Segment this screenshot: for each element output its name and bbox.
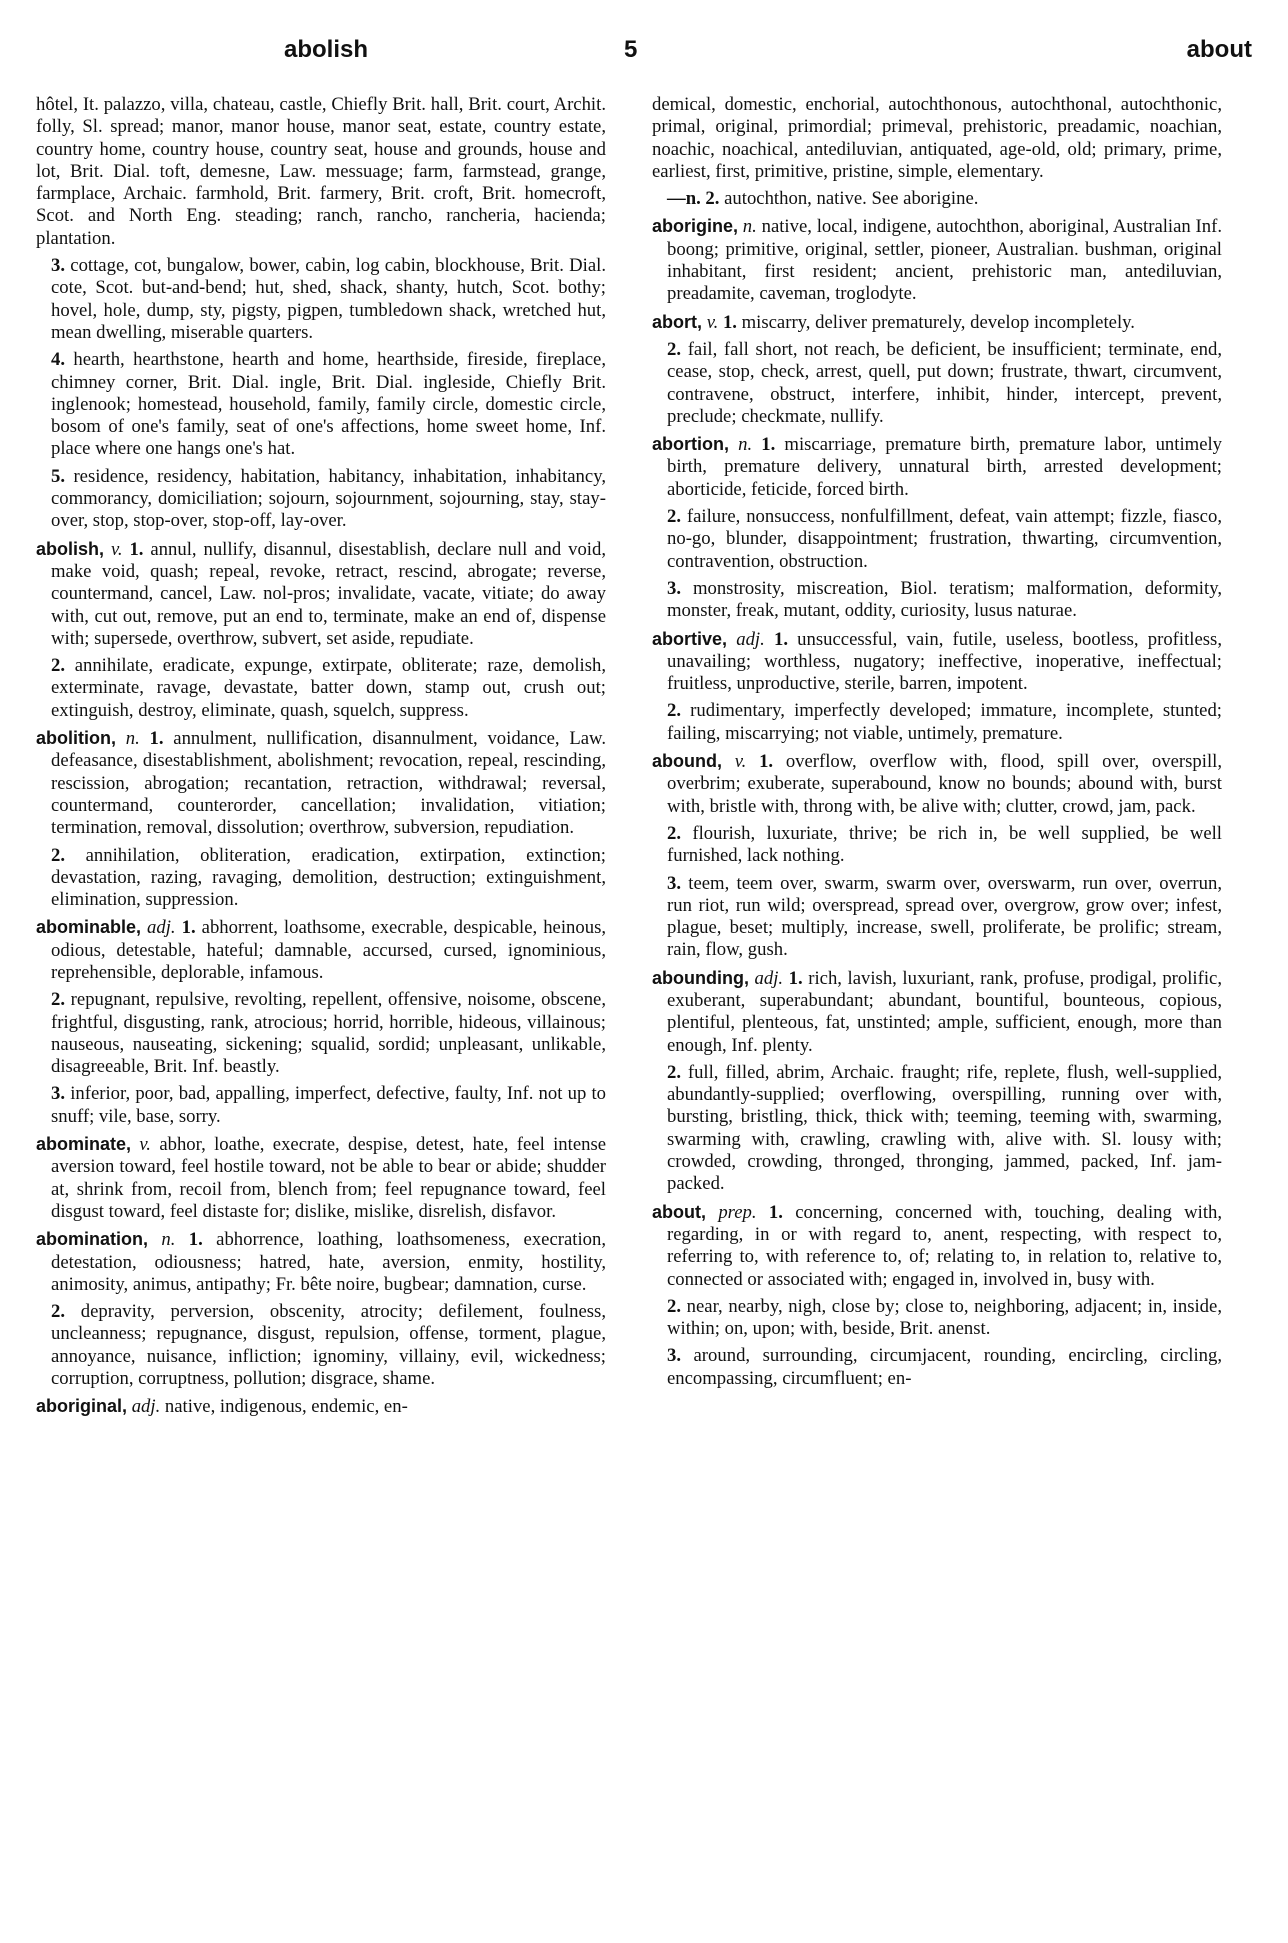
headword: abound,	[652, 751, 722, 772]
synonym-list: overflow, overflow with, flood, spill over, overspill, overbrim; exuberate, superabound, know no bounds; abound with, burst with, bristle with, throng with, be alive with; clutter, crowd, jam, pack.	[667, 751, 1222, 817]
entry-headword-block	[652, 628, 1222, 696]
entry-headword-block	[652, 215, 1222, 305]
synonym-list: failure, nonsuccess, nonfulfillment, defeat, vain attempt; fizzle, fiasco, no-go, blunder, disappointment; frustration, thwarting, circumvention, contravention, obstruction.	[667, 506, 1222, 572]
entry-sense	[652, 578, 1222, 623]
entry-headword-block	[36, 538, 606, 650]
headword: abounding,	[652, 967, 749, 988]
part-of-speech: v.	[139, 1134, 151, 1156]
sense-number: 1.	[759, 751, 774, 773]
synonym-list: hearth, hearthstone, hearth and home, hearthside, fireside, fireplace, chimney corner, Brit. Dial. ingle, Brit. Dial. ingleside, Chiefly Brit. inglenook; homestead, household, family, family circle, domestic circle, bosom of one's family, seat of one's affections, home sweet home, Inf. place where one hangs one's hat.	[51, 349, 606, 460]
part-of-speech: v.	[706, 311, 719, 333]
sense-number: 1.	[181, 917, 196, 939]
sense-number: 1.	[761, 434, 776, 456]
entry-sense	[652, 700, 1222, 745]
sense-number: 3.	[51, 1083, 66, 1105]
synonym-list: annihilation, obliteration, eradication, extirpation, extinction; devastation, razing, ravaging, demolition, destruction; extinguishment, elimination, suppression.	[51, 844, 607, 911]
synonym-list: abhor, loathe, execrate, despise, detest, hate, feel intense aversion toward, feel hostile toward, not be able to bear or abide; shudder at, shrink from, recoil from, blench from; feel repugnance toward, feel disgust toward, feel distaste for; dislike, mislike, disrelish, disfavor.	[51, 1134, 607, 1222]
sense-number: 3.	[51, 255, 66, 277]
sense-number: 2.	[667, 700, 682, 722]
part-of-speech: adj.	[736, 628, 765, 650]
synonym-list: near, nearby, nigh, close by; close to, neighboring, adjacent; in, inside, within; on, upon; with, beside, Brit. anenst.	[667, 1295, 1222, 1340]
entry-sense	[652, 823, 1222, 868]
sense-number: 2.	[667, 1061, 682, 1083]
headword: abomination,	[36, 1229, 148, 1250]
sense-number: 1.	[188, 1229, 203, 1251]
sense-number: 2.	[51, 1301, 66, 1323]
synonym-list: monstrosity, miscreation, Biol. teratism; malformation, deformity, monster, freak, mutant, oddity, curiosity, lusus naturae.	[667, 577, 1222, 622]
entry-sense	[36, 466, 606, 533]
entry-headword-block	[36, 727, 606, 839]
part-of-speech: n.	[161, 1229, 176, 1251]
sense-number: 2.	[51, 989, 66, 1011]
entry-headword-block	[652, 433, 1222, 501]
entry-sense	[652, 506, 1222, 573]
part-of-speech: v.	[734, 751, 747, 773]
sense-number: 2.	[51, 655, 66, 677]
headword: aborigine,	[652, 216, 739, 237]
synonym-list: repugnant, repulsive, revolting, repellent, offensive, noisome, obscene, frightful, disgusting, rank, atrocious; horrid, horrible, hideous, villainous; nauseous, nauseating, sickening; squalid, sordid; unpleasant, unlikable, disagreeable, Brit. Inf. beastly.	[51, 989, 606, 1078]
headword: abortion,	[652, 434, 729, 455]
sense-number: 1.	[768, 1201, 783, 1223]
synonym-list: unsuccessful, vain, futile, useless, bootless, profitless, unavailing; worthless, nugatory; ineffective, inoperative, ineffectual; fruitless, unproductive, sterile, barren, impotent.	[667, 628, 1222, 695]
entry-sense	[36, 255, 606, 344]
page-number: 5	[624, 36, 638, 63]
entry-continuation	[36, 94, 606, 250]
synonym-list: annul, nullify, disannul, disestablish, declare null and void, make void, quash; repeal, revoke, retract, rescind, abrogate; reverse, countermand, cancel, Law. nol-pros; invalidate, vacate, vitiate; do away with, cut out, remove, put an end to, terminate, make an end of, dispense with; supersede, overthrow, subvert, set aside, repudiate.	[51, 538, 607, 649]
synonym-list: annulment, nullification, disannulment, voidance, Law. defeasance, disestablishment, abolishment; revocation, repeal, rescinding, rescission, abrogation; recantation, retraction, withdrawal; reversal, countermand, counterorder, cancellation; invalidation, vitiation; termination, removal, dissolution; overthrow, subversion, repudiation.	[51, 728, 606, 839]
sense-number: 1.	[788, 967, 803, 989]
sense-number: 2.	[667, 506, 682, 528]
part-of-speech: n.	[742, 216, 757, 238]
synonym-list: around, surrounding, circumjacent, rounding, encircling, circling, encompassing, circumfluent; en-	[667, 1345, 1222, 1389]
synonym-list: demical, domestic, enchorial, autochthonous, autochthonal, autochthonic, primal, original, primordial; primeval, prehistoric, preadamic, noachian, noachic, noachical, antediluvian, antiquated, age-old, old; primary, prime, earliest, first, primitive, pristine, simple, elementary.	[652, 94, 1222, 182]
synonym-list: concerning, concerned with, touching, dealing with, regarding, in or with regard to, anent, respecting, with respect to, referring to, with reference to, of; relating to, in relation to, relative to, connected or associated with; engaged in, involved in, busy with.	[667, 1201, 1223, 1290]
part-of-speech: adj.	[147, 917, 176, 939]
sense-number: 1.	[129, 538, 144, 560]
sense-number: 2.	[667, 1295, 682, 1317]
part-of-speech: v.	[110, 538, 123, 560]
entry-sense	[36, 845, 606, 912]
entry-headword-block	[652, 311, 1222, 334]
synonym-list: abhorrence, loathing, loathsomeness, execration, detestation, odiousness; hatred, hate, aversion, enmity, hostility, animosity, animus, antipathy; Fr. bête noire, bugbear; damnation, curse.	[51, 1229, 607, 1295]
headword: abortive,	[652, 628, 728, 649]
sense-number: 1.	[773, 628, 788, 650]
synonym-list: depravity, perversion, obscenity, atrocity; defilement, foulness, uncleanness; repugnance, disgust, repulsion, offense, torment, plague, annoyance, nuisance, infliction; ignominy, villainy, evil, wickedness; corruption, corruptness, pollution; disgrace, shame.	[51, 1301, 606, 1390]
sense-number: 1.	[149, 728, 164, 750]
sense-number: 4.	[51, 349, 66, 371]
entry-sense	[36, 349, 606, 460]
synonym-list: residence, residency, habitation, habitancy, inhabitation, inhabitancy, commorancy, domiciliation; sojourn, sojournment, sojourning, stay, stay-over, stop, stop-over, stop-off, lay-over.	[51, 465, 606, 532]
synonym-list: native, local, indigene, autochthon, aboriginal, Australian Inf. boong; primitive, original, settler, pioneer, Australian. bushman, original inhabitant, first resident; ancient, prehistoric man, antediluvian, preadamite, caveman, troglodyte.	[667, 216, 1223, 305]
entry-headword-block	[36, 1228, 606, 1296]
part-of-speech: n.	[125, 728, 140, 750]
sense-number: 5.	[51, 465, 66, 487]
sense-number: 3.	[667, 872, 682, 894]
headword: about,	[652, 1201, 706, 1222]
synonym-list: inferior, poor, bad, appalling, imperfect, defective, faulty, Inf. not up to snuff; vile, base, sorry.	[51, 1083, 606, 1127]
synonym-list: rudimentary, imperfectly developed; immature, incomplete, stunted; failing, miscarrying; not viable, untimely, premature.	[667, 700, 1222, 744]
entry-sense	[652, 1345, 1222, 1390]
sense-number: 3.	[667, 1345, 682, 1367]
sense-number: 1.	[722, 311, 737, 333]
part-of-speech: adj.	[754, 967, 784, 989]
synonym-list: abhorrent, loathsome, execrable, despicable, heinous, odious, detestable, hateful; damnable, accursed, cursed, ignominious, reprehensible, deplorable, infamous.	[51, 917, 607, 983]
synonym-list: cottage, cot, bungalow, bower, cabin, log cabin, blockhouse, Brit. Dial. cote, Scot. but-and-bend; hut, shed, shack, shanty, hutch, Scot. bothy; hovel, hole, dump, sty, pigsty, pigpen, tumbledown shack, wretched hut, mean dwelling, miserable quarters.	[51, 255, 607, 343]
part-of-speech: adj.	[131, 1396, 161, 1418]
entry-headword-block	[36, 916, 606, 984]
sense-number: 2.	[51, 844, 66, 866]
headword: abort,	[652, 311, 703, 332]
headword: abominate,	[36, 1134, 132, 1155]
entry-headword-block	[36, 1395, 606, 1418]
guide-word-right: about	[1186, 36, 1252, 63]
headword: abolish,	[36, 538, 105, 559]
sense-number: 2.	[667, 822, 682, 844]
sense-number: 2.	[667, 338, 682, 360]
sense-number: 3.	[667, 577, 682, 599]
synonym-list: miscarry, deliver prematurely, develop incompletely.	[741, 311, 1135, 333]
entry-continuation	[652, 94, 1222, 183]
entry-sense	[652, 1062, 1222, 1196]
entry-sense	[652, 1296, 1222, 1341]
entry-sense	[36, 989, 606, 1078]
entry-headword-block	[652, 967, 1222, 1057]
page-header	[36, 36, 1252, 76]
synonym-list: rich, lavish, luxuriant, rank, profuse, prodigal, prolific, exuberant, superabundant; abundant, bountiful, bounteous, copious, plentiful, plenteous, fat, unstinted; ample, sufficient, enough, more than enough, Inf. plenty.	[667, 967, 1222, 1056]
entry-sense	[36, 1301, 606, 1390]
entry-sense	[652, 188, 1222, 210]
entry-headword-block	[652, 750, 1222, 818]
synonym-list: flourish, luxuriate, thrive; be rich in, be well supplied, be well furnished, lack nothing.	[667, 822, 1222, 867]
synonym-list: full, filled, abrim, Archaic. fraught; rife, replete, flush, well-supplied, abundantly-supplied; overflowing, overspilling, running over with, bursting, bristling, thick, thick with; teeming, teeming with, swarming, swarming with, crawling, crawling with, alive with. Sl. lousy with; crowded, crowding, thronged, thronging, jammed, packed, Inf. jam-packed.	[667, 1061, 1223, 1195]
part-of-speech: prep.	[718, 1201, 757, 1223]
part-of-speech: n.	[738, 434, 753, 456]
entry-sense	[36, 655, 606, 722]
sense-number: —n. 2.	[667, 188, 720, 210]
entry-sense	[652, 873, 1222, 962]
entry-headword-block	[36, 1133, 606, 1223]
entry-sense	[36, 1083, 606, 1128]
entry-sense	[652, 339, 1222, 428]
headword: aboriginal,	[36, 1396, 128, 1417]
synonym-list: annihilate, eradicate, expunge, extirpate, obliterate; raze, demolish, exterminate, ravage, devastate, batter down, stamp out, crush out; extinguish, destroy, eliminate, quash, squelch, suppress.	[51, 655, 606, 721]
entry-headword-block	[652, 1201, 1222, 1291]
synonym-list: teem, teem over, swarm, swarm over, overswarm, run over, overrun, run riot, run wild; overspread, spread over, overgrow, grow over; infest, plague, beset; multiply, increase, swell, proliferate, be prolific; stream, rain, flow, gush.	[667, 872, 1223, 961]
synonym-list: hôtel, It. palazzo, villa, chateau, castle, Chiefly Brit. hall, Brit. court, Archit. folly, Sl. spread; manor, manor house, manor seat, estate, country estate, country home, country house, country seat, house and grounds, house and lot, Brit. Dial. toft, demesne, Law. messuage; farm, farmstead, grange, farmplace, Archaic. farmhold, Brit. farmery, Brit. croft, Brit. homecroft, Scot. and North Eng. steading; ranch, rancho, rancheria, hacienda; plantation.	[36, 94, 606, 249]
synonym-list: native, indigenous, endemic, en-	[164, 1396, 408, 1418]
left-column	[36, 94, 606, 1424]
right-column	[652, 94, 1222, 1395]
guide-word-left: abolish	[284, 36, 369, 63]
synonym-list: fail, fall short, not reach, be deficient, be insufficient; terminate, end, cease, stop, check, arrest, quell, put down; frustrate, thwart, circumvent, contravene, obstruct, interfere, inhibit, hinder, intercept, prevent, preclude; checkmate, nullify.	[667, 338, 1222, 427]
synonym-list: autochthon, native. See aborigine.	[724, 188, 979, 210]
synonym-list: miscarriage, premature birth, premature labor, untimely birth, premature delivery, unnatural birth, arrested development; aborticide, feticide, forced birth.	[667, 434, 1223, 500]
headword: abominable,	[36, 917, 142, 938]
headword: abolition,	[36, 728, 116, 749]
